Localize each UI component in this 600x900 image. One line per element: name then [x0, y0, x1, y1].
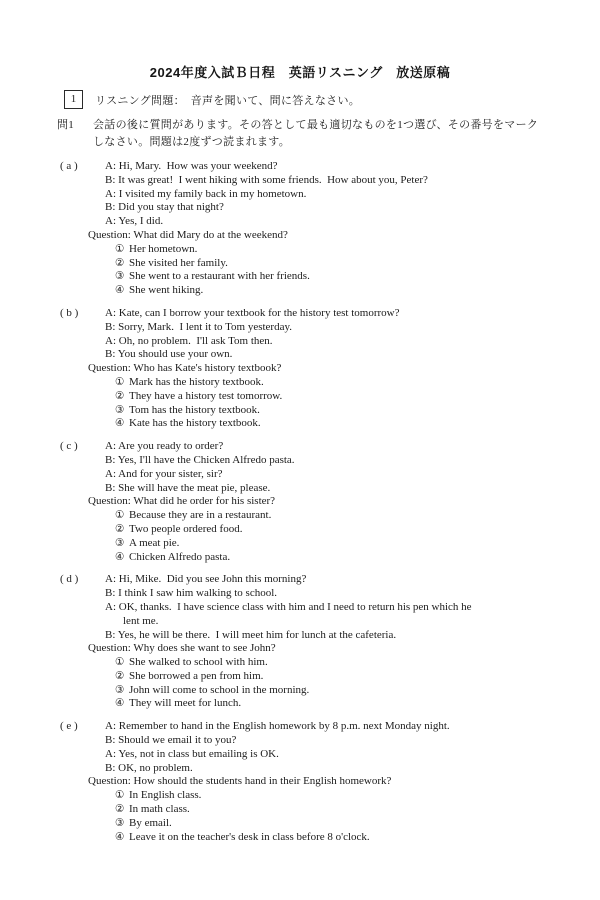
option-text: Mark has the history textbook. [129, 375, 264, 388]
answer-option [115, 523, 600, 537]
option-text: In English class. [129, 789, 202, 802]
answer-option [115, 243, 600, 257]
question-block-b [0, 307, 600, 431]
question-block-e [0, 720, 600, 844]
option-number-icon: ② [115, 522, 125, 535]
option-text: A meat pie. [129, 536, 180, 549]
option-text: Leave it on the teacher's desk in class before 8 o'clock. [129, 830, 370, 843]
option-text: In math class. [129, 803, 190, 816]
dialogue-line: B: Sorry, Mark. I lent it to Tom yesterday. [105, 320, 293, 333]
option-text: Because they are in a restaurant. [129, 509, 272, 522]
option-text: She borrowed a pen from him. [129, 669, 264, 682]
answer-option [115, 817, 600, 831]
answer-option [115, 831, 600, 845]
option-number-icon: ① [115, 242, 125, 255]
answer-option [115, 257, 600, 271]
dialogue-line: A: Kate, can I borrow your textbook for the history test tomorrow? [105, 306, 400, 319]
option-number-icon: ③ [115, 683, 125, 696]
dialogue-line: B: Should we email it to you? [105, 734, 237, 747]
answer-option [115, 537, 600, 551]
dialogue-line: B: I think I saw him walking to school. [105, 587, 278, 600]
option-text: Kate has the history textbook. [129, 417, 261, 430]
option-number-icon: ③ [115, 403, 125, 416]
dialogue-line: A: Remember to hand in the English homework by 8 p.m. next Monday night. [105, 720, 450, 733]
question-block-a [0, 160, 600, 298]
dialogue-line: B: OK, no problem. [105, 761, 193, 774]
option-number-icon: ② [115, 389, 125, 402]
option-number-icon: ① [115, 375, 125, 388]
item-label-d: ( d ) [60, 573, 79, 586]
section-header [64, 90, 600, 109]
option-text: Her hometown. [129, 242, 198, 255]
answer-option [115, 803, 600, 817]
option-text: Tom has the history textbook. [129, 403, 260, 416]
mon1-instruction-block [0, 117, 600, 151]
option-number-icon: ④ [115, 417, 125, 430]
item-label-a: ( a ) [60, 160, 78, 172]
option-number-icon: ③ [115, 816, 125, 829]
option-text: John will come to school in the morning. [129, 683, 310, 696]
question-block-d [0, 573, 600, 711]
mon1-label: 問1 [57, 119, 75, 131]
answer-option [115, 509, 600, 523]
answer-option [115, 789, 600, 803]
dialogue-line: B: She will have the meat pie, please. [105, 481, 271, 494]
question-line: Question: What did he order for his sister? [88, 495, 276, 508]
dialogue-line: A: Hi, Mike. Did you see John this morning? [105, 573, 307, 586]
option-number-icon: ④ [115, 830, 125, 843]
option-text: They will meet for lunch. [129, 697, 242, 710]
dialogue-line: A: Oh, no problem. I'll ask Tom then. [105, 334, 273, 347]
page-title: 2024年度入試Ｂ日程 英語リスニング 放送原稿 [149, 65, 451, 80]
option-number-icon: ② [115, 256, 125, 269]
question-line: Question: Why does she want to see John? [88, 642, 276, 655]
option-text: By email. [129, 816, 172, 829]
question-block-c [0, 440, 600, 564]
answer-option [115, 404, 600, 418]
option-number-icon: ③ [115, 270, 125, 283]
option-number-icon: ③ [115, 536, 125, 549]
item-label-b: ( b ) [60, 306, 79, 319]
dialogue-line: A: Hi, Mary. How was your weekend? [105, 160, 278, 172]
section-instruction: リスニング問題： 音声を聞いて、問に答えなさい。 [95, 94, 361, 107]
option-text: They have a history test tomorrow. [129, 389, 283, 402]
option-number-icon: ① [115, 656, 125, 669]
option-number-icon: ① [115, 789, 125, 802]
item-label-e: ( e ) [60, 720, 78, 733]
item-label-c: ( c ) [60, 440, 78, 453]
dialogue-line: B: You should use your own. [105, 348, 233, 361]
dialogue-line: A: Yes, I did. [105, 215, 164, 228]
answer-option [115, 684, 600, 698]
dialogue-line-continuation: lent me. [123, 614, 159, 627]
dialogue-line: B: Yes, I'll have the Chicken Alfredo pasta. [105, 453, 295, 466]
dialogue-line: A: I visited my family back in my hometown. [105, 187, 307, 200]
answer-option [115, 376, 600, 390]
option-number-icon: ② [115, 803, 125, 816]
option-text: She went hiking. [129, 284, 204, 297]
answer-option [115, 551, 600, 565]
option-number-icon: ④ [115, 697, 125, 710]
dialogue-line: B: Yes, he will be there. I will meet him for lunch at the cafeteria. [105, 628, 397, 641]
answer-option [115, 697, 600, 711]
section-number-box: 1 [64, 90, 83, 109]
option-text: She went to a restaurant with her friends. [129, 270, 310, 283]
answer-option [115, 390, 600, 404]
answer-option [115, 417, 600, 431]
option-number-icon: ④ [115, 550, 125, 563]
mon1-instruction-line1: 会話の後に質問があります。その答として最も適切なものを1つ選び、その番号をマーク [93, 119, 539, 131]
option-text: Chicken Alfredo pasta. [129, 550, 231, 563]
dialogue-line: A: OK, thanks. I have science class with him and I need to return his pen which he [105, 600, 472, 613]
answer-option [115, 284, 600, 298]
question-line: Question: What did Mary do at the weekend? [88, 228, 288, 241]
dialogue-line: A: Are you ready to order? [105, 440, 224, 453]
dialogue-line: A: And for your sister, sir? [105, 467, 223, 480]
question-line: Question: How should the students hand in their English homework? [88, 775, 392, 788]
option-text: Two people ordered food. [129, 522, 243, 535]
question-line: Question: Who has Kate's history textbook? [88, 362, 282, 375]
answer-option [115, 670, 600, 684]
dialogue-line: B: Did you stay that night? [105, 201, 224, 214]
option-text: She walked to school with him. [129, 656, 268, 669]
answer-option [115, 270, 600, 284]
option-number-icon: ② [115, 669, 125, 682]
option-number-icon: ④ [115, 284, 125, 297]
option-number-icon: ① [115, 509, 125, 522]
mon1-instruction-line2: しなさい。問題は2度ずつ読まれます。 [93, 136, 291, 148]
dialogue-line: B: It was great! I went hiking with some friends. How about you, Peter? [105, 173, 428, 186]
option-text: She visited her family. [129, 256, 228, 269]
answer-option [115, 656, 600, 670]
dialogue-line: A: Yes, not in class but emailing is OK. [105, 747, 279, 760]
